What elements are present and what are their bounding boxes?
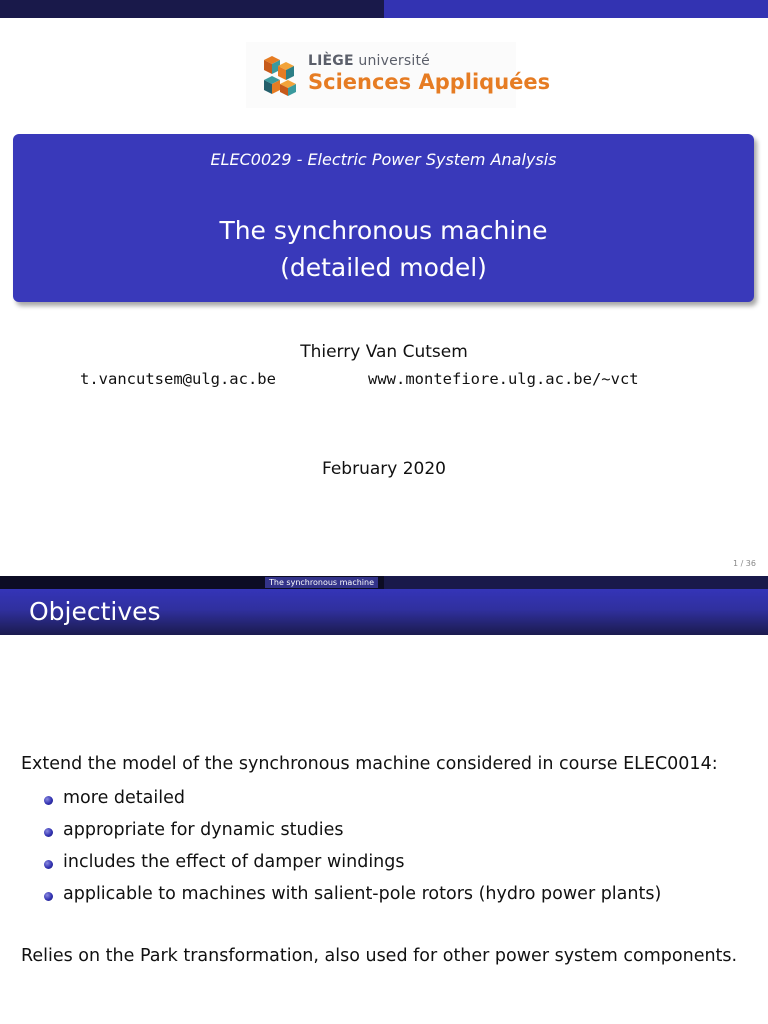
- logo-liege-text: LIÈGE: [308, 53, 354, 69]
- bullet-dot-icon: [44, 860, 53, 869]
- course-subtitle: ELEC0029 - Electric Power System Analysis: [210, 150, 557, 169]
- author-email[interactable]: t.vancutsem@ulg.ac.be: [80, 370, 276, 388]
- bullet-dot-icon: [44, 892, 53, 901]
- bullet-text: appropriate for dynamic studies: [63, 820, 344, 840]
- bullet-text: includes the effect of damper windings: [63, 852, 405, 872]
- navigation-bar: [0, 576, 768, 589]
- navigation-bar-left: [0, 576, 384, 589]
- closing-text: Relies on the Park transformation, also used for other power system components.: [21, 946, 738, 966]
- bullet-text: more detailed: [63, 788, 185, 808]
- slide-title-line1: The synchronous machine: [219, 216, 548, 245]
- header-strip: [0, 0, 768, 18]
- author-website[interactable]: www.montefiore.ulg.ac.be/~vct: [368, 370, 639, 388]
- logo-cubes-icon: [258, 54, 304, 100]
- frame-title-bar: [0, 589, 768, 635]
- logo-universite-text: université: [353, 53, 430, 69]
- bullet-dot-icon: [44, 828, 53, 837]
- bullet-dot-icon: [44, 796, 53, 805]
- navigation-bar-right: [384, 576, 768, 589]
- slide-title-line2: (detailed model): [280, 253, 487, 282]
- objectives-slide: [0, 576, 768, 1024]
- logo-line1: [308, 53, 430, 69]
- header-strip-right: [384, 0, 768, 18]
- logo-line2: Sciences Appliquées: [308, 70, 551, 94]
- title-box: [13, 134, 754, 302]
- header-strip-left: [0, 0, 384, 18]
- frame-title: Objectives: [29, 597, 161, 626]
- university-logo: [246, 42, 551, 108]
- intro-text: Extend the model of the synchronous machine considered in course ELEC0014:: [21, 754, 718, 774]
- presentation-date: February 2020: [322, 459, 446, 479]
- page-number: 1 / 36: [732, 559, 756, 568]
- bullet-text: applicable to machines with salient-pole rotors (hydro power plants): [63, 884, 662, 904]
- author-name: Thierry Van Cutsem: [300, 342, 468, 362]
- section-label[interactable]: The synchronous machine: [265, 577, 378, 588]
